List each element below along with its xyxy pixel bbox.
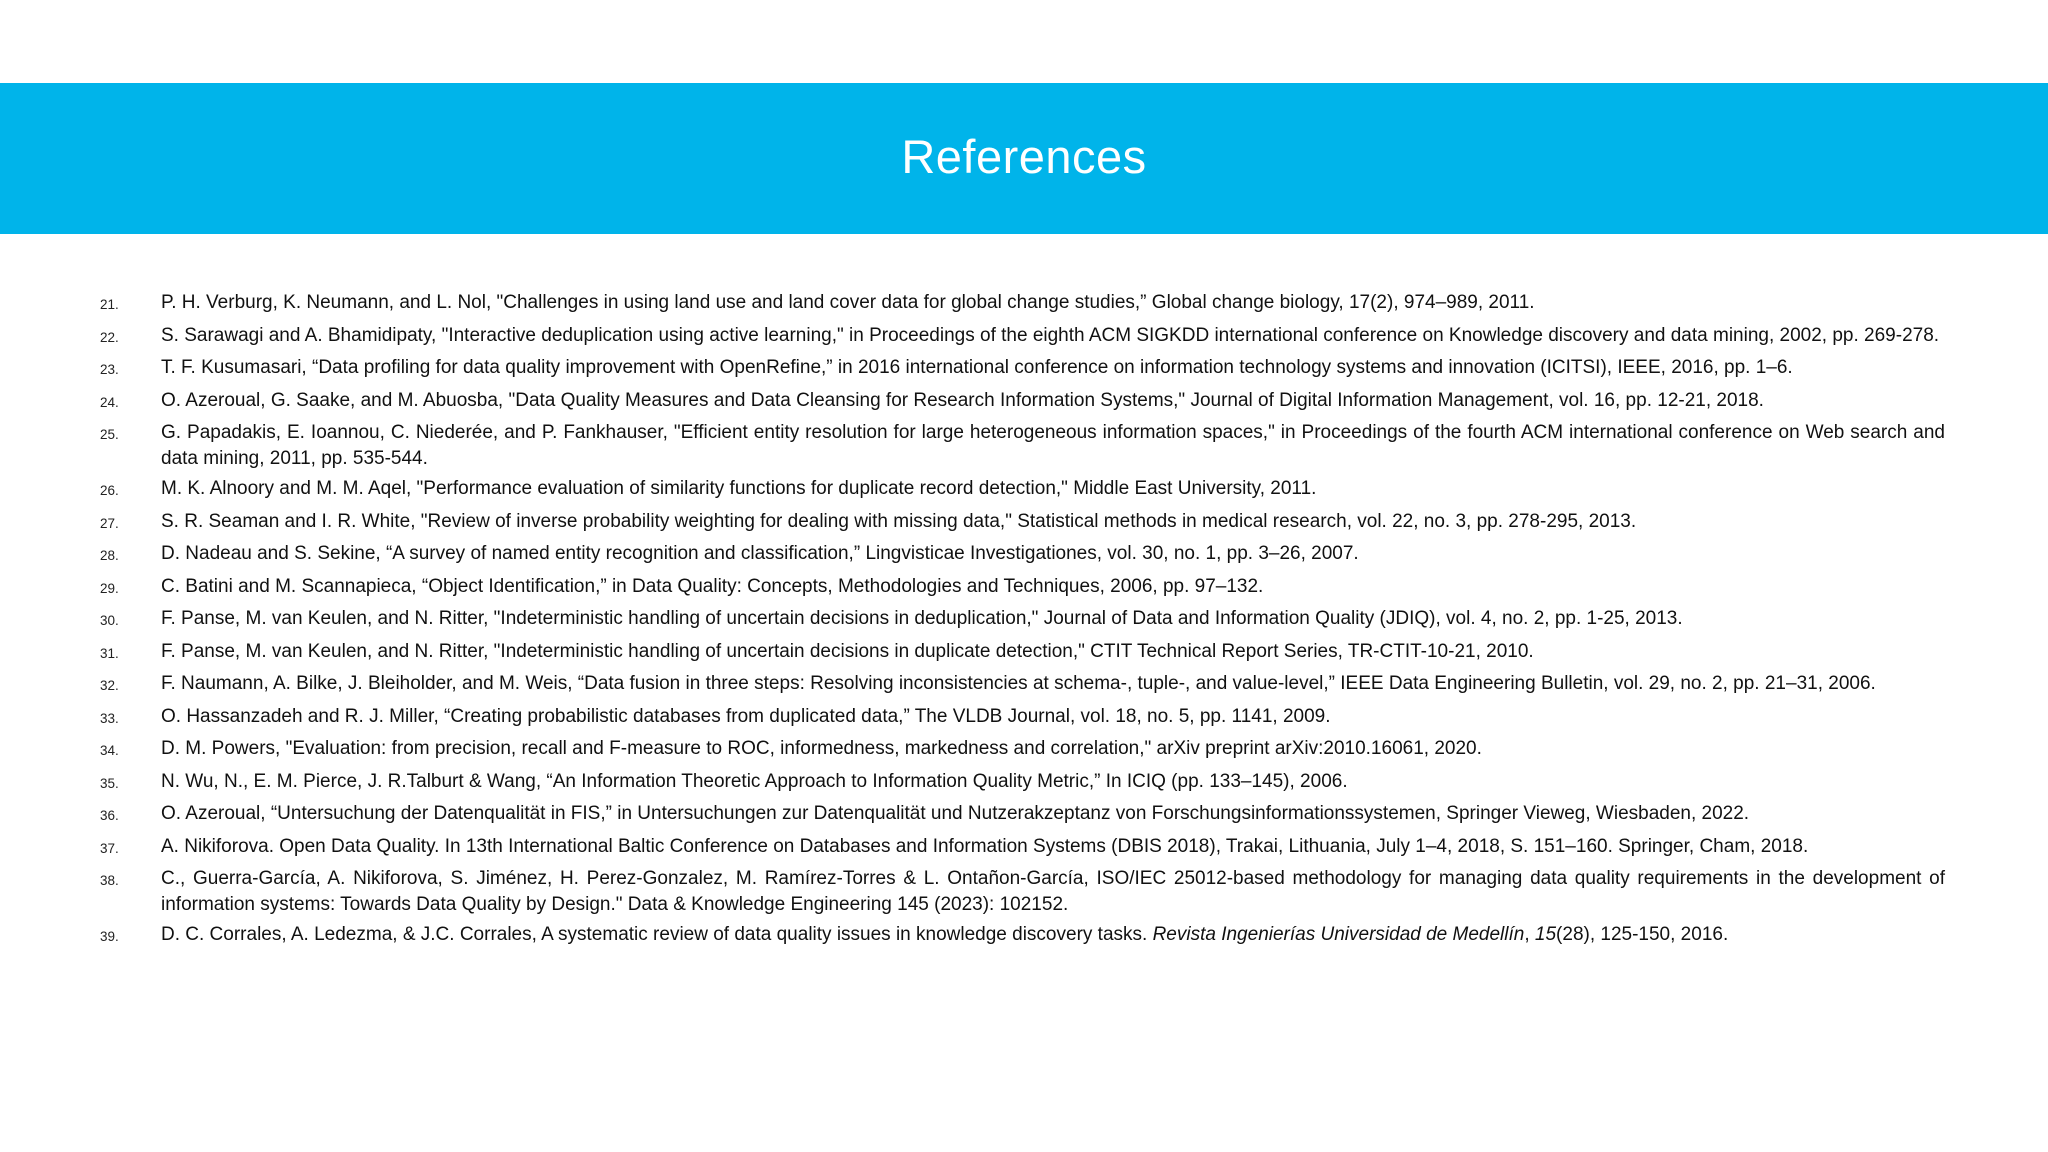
reference-item	[100, 834, 1945, 862]
reference-text: M. K. Alnoory and M. M. Aqel, "Performance evaluation of similarity functions for duplicate record detection," Middle East University, 2011.	[161, 478, 1317, 499]
reference-item	[100, 671, 1945, 699]
reference-text: S. Sarawagi and A. Bhamidipaty, "Interactive deduplication using active learning," in Proceedings of the eighth ACM SIGKDD international conference on Knowledge discovery and data mining, 2002, pp. 269-278.	[161, 324, 1940, 346]
reference-number: 23.	[100, 362, 119, 377]
reference-item	[100, 922, 1945, 950]
reference-number: 30.	[100, 613, 119, 628]
reference-number: 28.	[100, 548, 119, 563]
reference-item	[100, 606, 1945, 634]
reference-number: 24.	[100, 394, 119, 410]
reference-item	[100, 509, 1945, 537]
reference-item	[100, 704, 1945, 732]
reference-text: O. Hassanzadeh and R. J. Miller, “Creating probabilistic databases from duplicated data,” The VLDB Journal, vol. 18, no. 5, pp. 1141, 2009.	[161, 705, 1331, 727]
reference-item	[100, 574, 1945, 602]
reference-list	[100, 290, 1945, 955]
reference-item	[100, 355, 1945, 383]
reference-text: O. Azeroual, “Untersuchung der Datenqualität in FIS,” in Untersuchungen zur Datenqualität und Nutzerakzeptanz von Forschungsinformationssystemen, Springer Vieweg, Wiesbaden, 2022.	[161, 803, 1750, 824]
reference-item	[100, 388, 1945, 416]
reference-text: S. R. Seaman and I. R. White, "Review of inverse probability weighting for dealing with missing data," Statistical methods in medical research, vol. 22, no. 3, pp. 278-295, 2013.	[161, 510, 1637, 532]
reference-text: T. F. Kusumasari, “Data profiling for data quality improvement with OpenRefine,” in 2016 international conference on information technology systems and innovation (ICITSI), IEEE, 2016, pp. 1–6.	[161, 357, 1793, 378]
reference-number: 22.	[100, 329, 119, 345]
reference-text: F. Panse, M. van Keulen, and N. Ritter, "Indeterministic handling of uncertain decisions in deduplication," Journal of Data and Information Quality (JDIQ), vol. 4, no. 2, pp. 1-25, 2013.	[161, 608, 1683, 629]
reference-text: A. Nikiforova. Open Data Quality. In 13th International Baltic Conference on Databases and Information Systems (DBIS 2018), Trakai, Lithuania, July 1–4, 2018, S. 151–160. Springer, Cham, 2018.	[161, 835, 1809, 857]
reference-text: D. Nadeau and S. Sekine, “A survey of named entity recognition and classification,” Lingvisticae Investigationes, vol. 30, no. 1, pp. 3–26, 2007.	[161, 543, 1359, 564]
reference-item	[100, 866, 1945, 917]
reference-number: 29.	[100, 580, 119, 596]
reference-number: 35.	[100, 775, 119, 791]
reference-text: N. Wu, N., E. M. Pierce, J. R.Talburt & Wang, “An Information Theoretic Approach to Information Quality Metric,” In ICIQ (pp. 133–145), 2006.	[161, 770, 1348, 792]
reference-item	[100, 769, 1945, 797]
reference-number: 21.	[100, 297, 119, 312]
reference-text	[161, 922, 1945, 948]
reference-item	[100, 801, 1945, 829]
reference-number: 38.	[100, 873, 119, 888]
reference-text-lead: D. C. Corrales, A. Ledezma, & J.C. Corrales, A systematic review of data quality issues in knowledge discovery tasks.	[161, 924, 1153, 945]
reference-text: P. H. Verburg, K. Neumann, and L. Nol, "Challenges in using land use and land cover data for global change studies,” Global change biology, 17(2), 974–989, 2011.	[161, 292, 1535, 313]
reference-separator: ,	[1524, 924, 1535, 945]
reference-volume: 15	[1534, 924, 1557, 945]
reference-item	[100, 290, 1945, 318]
reference-number: 32.	[100, 678, 119, 693]
reference-text: F. Naumann, A. Bilke, J. Bleiholder, and M. Weis, “Data fusion in three steps: Resolving inconsistencies at schema-, tuple-, and value-level,” IEEE Data Engineering Bulletin, vol. 29, no. 2, pp. 21–31, 2006.	[161, 673, 1876, 694]
reference-item	[100, 420, 1945, 471]
reference-number: 26.	[100, 483, 119, 498]
reference-number: 33.	[100, 710, 119, 726]
reference-item	[100, 639, 1945, 667]
reference-text: F. Panse, M. van Keulen, and N. Ritter, "Indeterministic handling of uncertain decisions in duplicate detection," CTIT Technical Report Series, TR-CTIT-10-21, 2010.	[161, 640, 1534, 662]
reference-item	[100, 736, 1945, 764]
reference-text-tail: (28), 125-150, 2016.	[1556, 924, 1729, 945]
reference-number: 25.	[100, 427, 119, 442]
reference-number: 34.	[100, 743, 119, 758]
reference-number: 39.	[100, 929, 119, 944]
title-banner	[0, 83, 2048, 234]
reference-text: O. Azeroual, G. Saake, and M. Abuosba, "Data Quality Measures and Data Cleansing for Research Information Systems," Journal of Digital Information Management, vol. 16, pp. 12-21, 2018.	[161, 389, 1764, 411]
reference-item	[100, 323, 1945, 351]
reference-number: 31.	[100, 645, 119, 661]
reference-number: 36.	[100, 808, 119, 823]
reference-text: D. M. Powers, "Evaluation: from precision, recall and F-measure to ROC, informedness, markedness and correlation," arXiv preprint arXiv:2010.16061, 2020.	[161, 738, 1482, 759]
reference-text: C., Guerra-García, A. Nikiforova, S. Jiménez, H. Perez-Gonzalez, M. Ramírez-Torres & L. Ontañon-García, ISO/IEC 25012-based methodology for managing data quality requirements in the development of information systems: Towards Data Quality by Design." Data & Knowledge Engineering 145 (2023): 102152.	[161, 868, 1945, 915]
reference-text: C. Batini and M. Scannapieca, “Object Identification,” in Data Quality: Concepts, Methodologies and Techniques, 2006, pp. 97–132.	[161, 575, 1264, 597]
reference-text: G. Papadakis, E. Ioannou, C. Niederée, and P. Fankhauser, "Efficient entity resolution for large heterogeneous information spaces," in Proceedings of the fourth ACM international conference on Web search and data mining, 2011, pp. 535-544.	[161, 422, 1945, 469]
reference-journal: Revista Ingenierías Universidad de Medellín	[1152, 924, 1525, 945]
reference-number: 37.	[100, 840, 119, 856]
reference-item	[100, 541, 1945, 569]
reference-number: 27.	[100, 515, 119, 531]
reference-item	[100, 476, 1945, 504]
page-title: References	[901, 130, 1147, 183]
